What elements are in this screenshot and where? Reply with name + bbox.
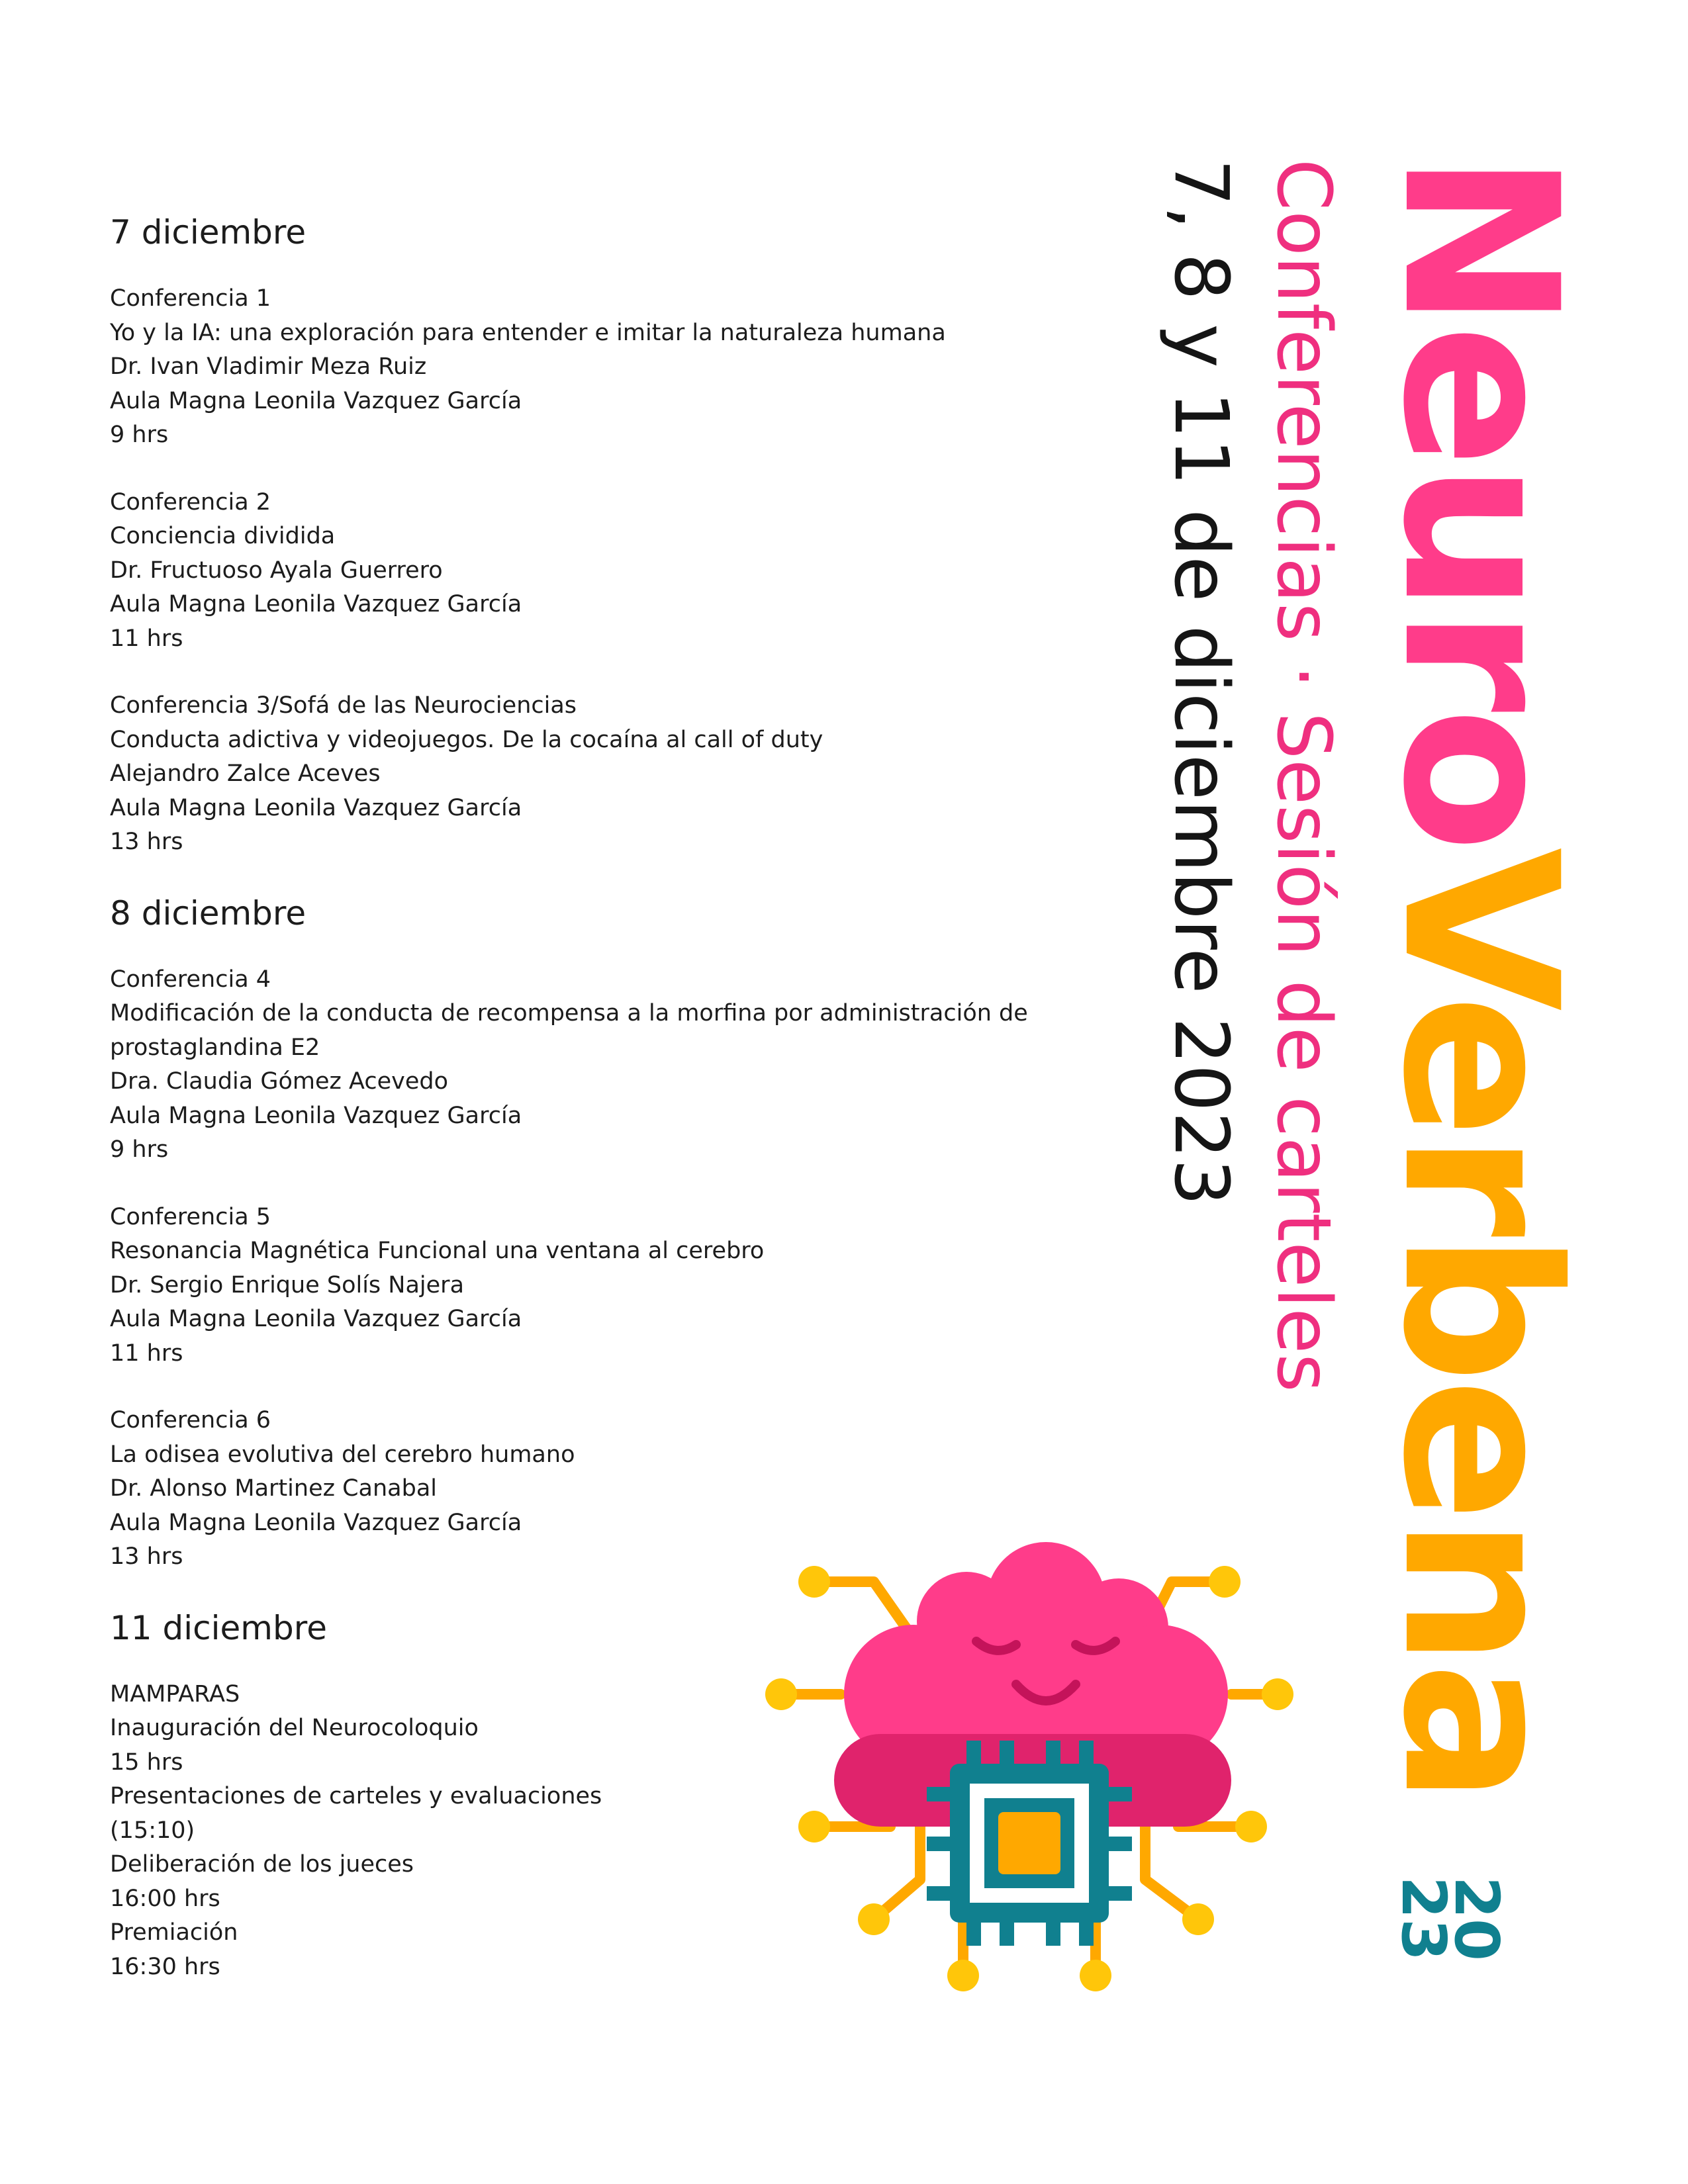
event-line: Conciencia dividida [110,523,336,549]
event-line: Dr. Alonso Martinez Canabal [110,1475,438,1502]
event-line: 15 hrs [110,1749,183,1776]
day-section [110,893,1103,1574]
event-line: Aula Magna Leonila Vazquez García [110,794,522,821]
event-line: Aula Magna Leonila Vazquez García [110,1509,522,1536]
event-line: Alejandro Zalce Aceves [110,760,381,787]
event-line: Aula Magna Leonila Vazquez García [110,1102,522,1129]
event-line: Deliberación de los jueces [110,1851,414,1878]
event-line: Conferencia 3/Sofá de las Neurociencias [110,692,577,719]
event-line: Aula Magna Leonila Vazquez García [110,387,522,414]
event-line: Presentaciones de carteles y evaluaciones [110,1783,602,1809]
event-line: 9 hrs [110,422,169,448]
event-block [110,963,1103,1167]
event-line: Dra. Claudia Gómez Acevedo [110,1068,448,1095]
event-block [110,486,1103,657]
event-line: Dr. Ivan Vladimir Meza Ruiz [110,353,427,380]
event-block [110,689,1103,860]
brain-chip-icon [748,1535,1331,1999]
brand-verbena: Verbena [1356,847,1603,1800]
event-line: Conferencia 1 [110,285,271,312]
year-top: 20 [1441,1876,1512,1962]
event-dates: 7, 8 y 11 de diciembre 2023 [1158,159,1244,1206]
day-title: 7 diciembre [110,213,306,251]
event-line: Conferencia 4 [110,966,271,993]
day-title: 8 diciembre [110,893,306,933]
event-line: Premiación [110,1919,238,1946]
event-line: La odisea evolutiva del cerebro humano [110,1441,575,1468]
event-block [110,282,1103,453]
event-line: Resonancia Magnética Funcional una ventana al cerebro [110,1238,765,1264]
event-line: Modificación de la conducta de recompensa a la morfina por administración de [110,1000,1028,1026]
event-line: MAMPARAS [110,1680,240,1707]
event-line: Inauguración del Neurocoloquio [110,1715,479,1741]
event-line: 13 hrs [110,1543,183,1570]
event-line: 11 hrs [110,625,183,652]
event-block [110,1201,1103,1371]
event-line: 9 hrs [110,1136,169,1163]
event-line: Conferencia 2 [110,488,271,516]
event-line: Aula Magna Leonila Vazquez García [110,1306,522,1332]
brand-year [1388,1876,1512,1962]
event-line: Conferencia 6 [110,1407,271,1433]
event-line: 13 hrs [110,829,183,855]
event-line: 16:00 hrs [110,1885,220,1912]
event-line: 16:30 hrs [110,1953,220,1980]
day-section [110,212,1103,860]
event-line: Dr. Fructuoso Ayala Guerrero [110,557,443,584]
event-line: Aula Magna Leonila Vazquez García [110,591,522,617]
brand-neuro: Neuro [1356,152,1603,848]
event-line: Dr. Sergio Enrique Solís Najera [110,1271,465,1298]
day-title: 11 diciembre [110,1608,327,1647]
event-line: 11 hrs [110,1340,183,1367]
brand-title [1356,152,1603,1800]
event-line: Yo y la IA: una exploración para entender e imitar la naturaleza humana [110,319,946,346]
event-line: prostaglandina E2 [110,1034,320,1061]
event-line: Conducta adictiva y videojuegos. De la cocaína al call of duty [110,726,823,753]
year-bottom: 23 [1388,1876,1459,1962]
event-line: (15:10) [110,1817,195,1844]
subtitle: Conferencias · Sesión de carteles [1260,159,1346,1392]
event-line: Conferencia 5 [110,1203,271,1230]
